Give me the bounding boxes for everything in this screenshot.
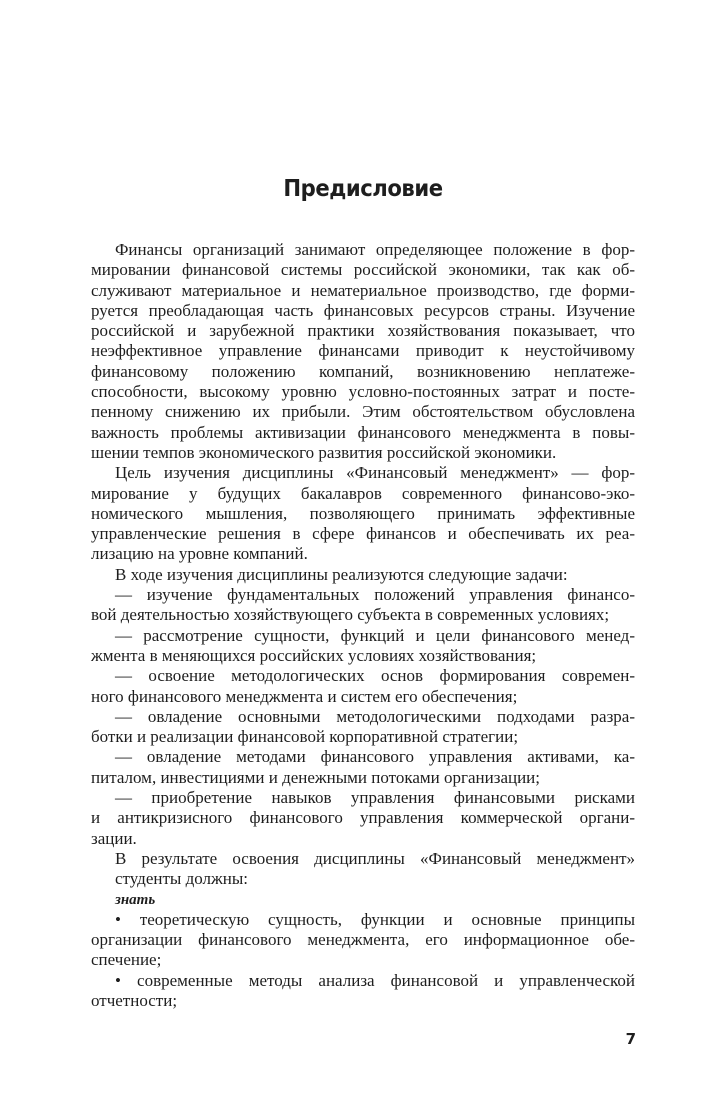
text-line: вой деятельностью хозяйствующего субъекта в современных условиях; [91, 605, 610, 625]
text-line: жмента в меняющихся российских условиях хозяйствования; [91, 645, 537, 665]
text-line: • современные методы анализа финансовой и управленческой [115, 970, 635, 990]
text-line: и антикризисного финансового управления коммерческой органи- [91, 808, 635, 828]
text-line: зации. [91, 828, 137, 848]
text-line: Цель изучения дисциплины «Финансовый менеджмент» — фор- [115, 463, 635, 483]
text-line: спечение; [91, 950, 162, 970]
page-title: Предисловие [283, 176, 443, 202]
text-line: ного финансового менеджмента и систем его обеспечения; [91, 686, 518, 706]
text-line: мировании финансовой системы российской экономики, так как об- [91, 260, 635, 280]
text-line: студенты должны: [115, 869, 248, 889]
text-line: лизацию на уровне компаний. [91, 544, 308, 564]
text-line: ботки и реализации финансовой корпоративной стратегии; [91, 727, 519, 747]
text-line: — приобретение навыков управления финансовыми рисками [115, 788, 635, 808]
text-line: шении темпов экономического развития российской экономики. [91, 442, 557, 462]
text-line: Финансы организаций занимают определяющее положение в фор- [115, 240, 635, 259]
text-line: — рассмотрение сущности, функций и цели финансового менед- [115, 625, 635, 645]
text-line: • теоретическую сущность, функции и основные принципы [115, 909, 635, 929]
text-line: номического мышления, позволяющего принимать эффективные [91, 503, 635, 523]
text-line: неэффективное управление финансами приводит к неустойчивому [91, 341, 635, 361]
text-line: пенному снижению их прибыли. Этим обстоятельством обусловлена [91, 402, 635, 422]
text-line: финансовому положению компаний, возникновению неплатеже- [91, 361, 635, 381]
text-line: организации финансового менеджмента, его информационное обе- [91, 930, 635, 950]
text-line: важность проблемы активизации финансового менеджмента в повы- [91, 422, 635, 442]
text-line: управленческие решения в сфере финансов и обеспечивать их реа- [91, 524, 635, 544]
text-line: руется преобладающая часть финансовых ресурсов страны. Изучение [91, 300, 635, 320]
text-line: — изучение фундаментальных положений управления финансо- [115, 585, 635, 605]
text-line: В ходе изучения дисциплины реализуются следующие задачи: [115, 564, 568, 584]
page-number: 7 [625, 1030, 636, 1048]
text-line: — овладение основными методологическими подходами разра- [115, 706, 635, 726]
text-line: В результате освоения дисциплины «Финансовый менеджмент» [115, 848, 635, 868]
text-line: отчетности; [91, 990, 178, 1010]
body-text [91, 240, 635, 1011]
text-line: российской и зарубежной практики хозяйствования показывает, что [91, 321, 635, 341]
text-line: — освоение методологических основ формирования современ- [115, 666, 635, 686]
text-line: питалом, инвестициями и денежными потоками организации; [91, 767, 541, 787]
text-line: мирование у будущих бакалавров современного финансово-эко- [91, 483, 635, 503]
text-line: способности, высокому уровню условно-постоянных затрат и посте- [91, 382, 635, 402]
text-line: служивают материальное и нематериальное производство, где форми- [91, 280, 635, 300]
text-line: — овладение методами финансового управления активами, ка- [115, 747, 635, 767]
know-label: знать [115, 891, 156, 908]
